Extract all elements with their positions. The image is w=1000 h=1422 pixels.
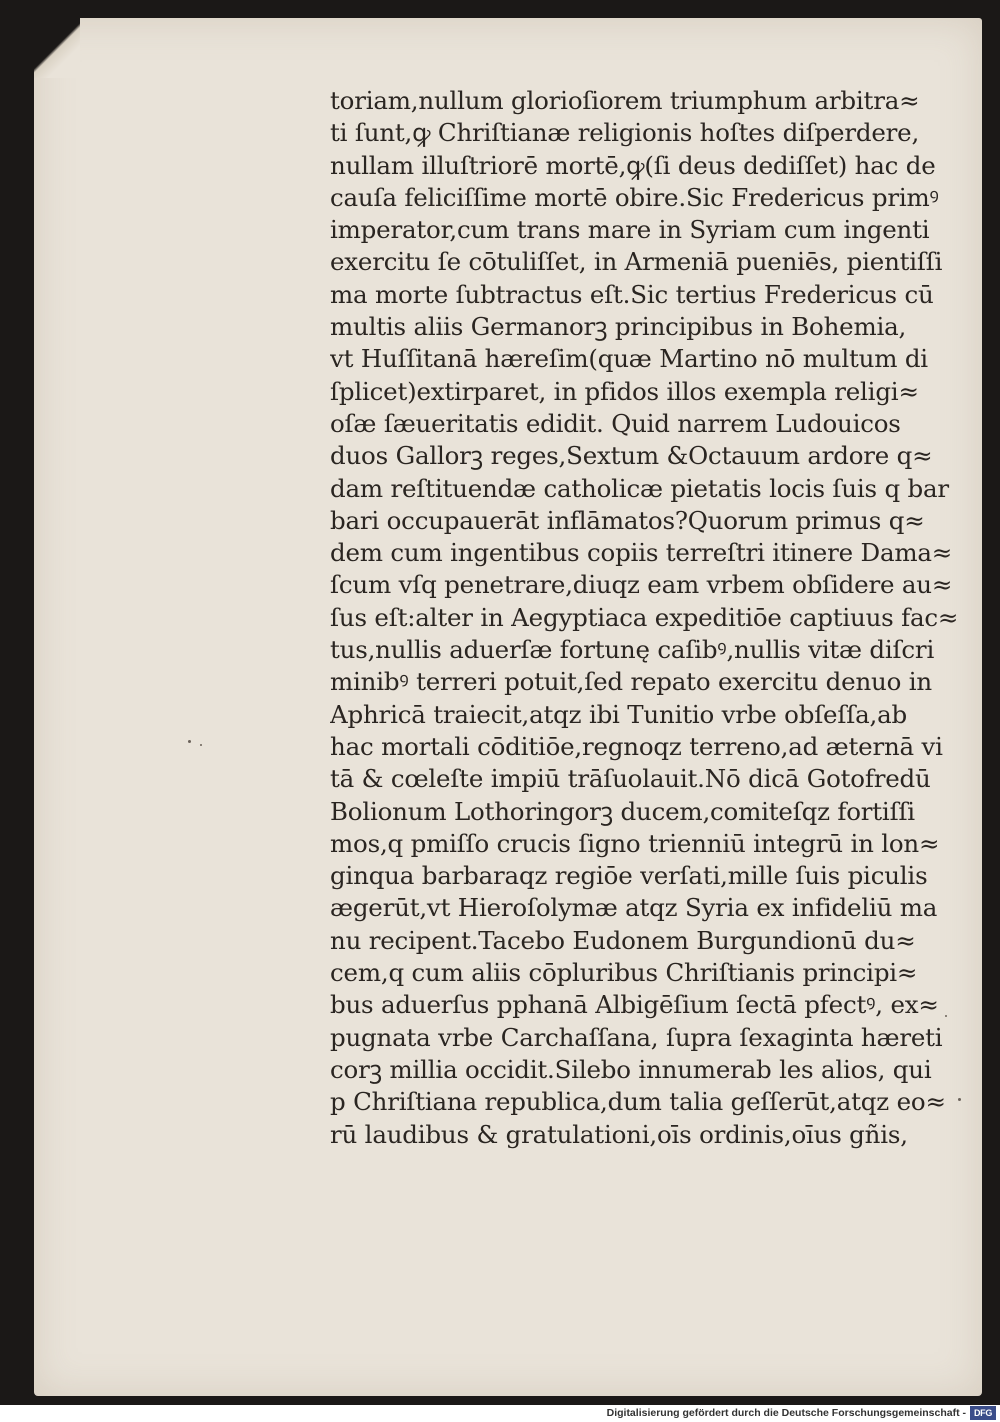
text-line: ginqua barbaraqz regiōe verſati,mille ſuis piculis (330, 861, 928, 891)
ink-speck (188, 740, 191, 743)
text-line: bus aduerſus pphanā Albigēſium ſectā pfectꝰ, ex≈ (330, 990, 939, 1020)
ink-speck (200, 744, 202, 746)
text-line: Aphricā traiecit,atqz ibi Tunitio vrbe obſeſſa,ab (330, 699, 907, 729)
text-line: cauſa feliciſſime mortē obire.Sic Fredericus primꝰ (330, 182, 939, 212)
text-line: ma morte ſubtractus eſt.Sic tertius Fredericus cū (330, 279, 934, 309)
text-line: duos Gallorꝫ reges,Sextum &Octauum ardore q≈ (330, 441, 933, 471)
text-line: rū laudibus & gratulationi,oīs ordinis,oīus gñis, (330, 1119, 908, 1149)
digitization-credit: Digitalisierung gefördert durch die Deutsche Forschungsgemeinschaft - (606, 1407, 966, 1419)
text-line: pugnata vrbe Carchaſſana, ſupra ſexaginta hæreti (330, 1022, 943, 1052)
text-line: imperator,cum trans mare in Syriam cum ingenti (330, 215, 930, 245)
text-line: Bolionum Lothoringorꝫ ducem,comiteſqz fortiſſi (330, 796, 915, 826)
text-line: p Chriſtiana republica,dum talia geſſerūt,atqz eo≈ (330, 1087, 946, 1117)
text-line: nu recipent.Tacebo Eudonem Burgundionū du≈ (330, 925, 916, 955)
text-line: corꝫ millia occidit.Silebo innumerab les alios, qui (330, 1054, 932, 1084)
text-line: oſæ ſæueritatis edidit. Quid narrem Ludouicos (330, 408, 901, 438)
text-line: exercitu ſe cōtuliſſet, in Armeniā pueniēs, pientiſſi (330, 247, 943, 277)
text-line: tus,nullis aduerſæ fortunę caſibꝰ,nullis vitæ diſcri (330, 635, 935, 665)
text-line: nullam illuſtriorē mortē,ꝙ(ſi deus dediſſet) hac de (330, 150, 936, 180)
text-line: toriam,nullum glorioſiorem triumphum arbitra≈ (330, 86, 920, 115)
text-line: dam reſtituendæ catholicæ pietatis locis ſuis q bar (330, 473, 949, 503)
text-line: ægerūt,vt Hieroſolymæ atqz Syria ex infideliū ma (330, 893, 938, 923)
text-line: hac mortali cōditiōe,regnoqz terreno,ad æternā vi (330, 731, 943, 761)
text-line: vt Huſſitanā hæreſim(quæ Martino nō multum di (330, 344, 928, 374)
text-line: cem,q cum aliis cōpluribus Chriſtianis principi≈ (330, 958, 918, 988)
text-line: ſcum vſq penetrare,diuqz eam vrbem obſidere au≈ (330, 570, 953, 600)
text-line: bari occupauerāt inflāmatos?Quorum primus q≈ (330, 505, 925, 535)
text-line: multis aliis Germanorꝫ principibus in Bohemia, (330, 312, 907, 342)
printed-text-column (330, 85, 960, 1151)
text-line: dem cum ingentibus copiis terreſtri itinere Dama≈ (330, 538, 953, 568)
text-line: mos,q pmiſſo crucis ſigno trienniū integrū in lon≈ (330, 828, 940, 858)
text-line: ſus eſt:alter in Aegyptiaca expeditiōe captiuus fac≈ (330, 602, 959, 632)
text-line: ti ſunt,ꝙ Chriſtianæ religionis hoſtes diſperdere, (330, 118, 920, 148)
text-line: tā & cœleſte impiū trāſuolauit.Nō dicā Gotofredū (330, 764, 931, 794)
dfg-logo[interactable]: DFG (970, 1406, 996, 1420)
text-line: ſplicet)extirparet, in pfidos illos exempla religi≈ (330, 376, 919, 406)
text-line: minibꝰ terreri potuit,ſed repato exercitu denuo in (330, 667, 932, 697)
